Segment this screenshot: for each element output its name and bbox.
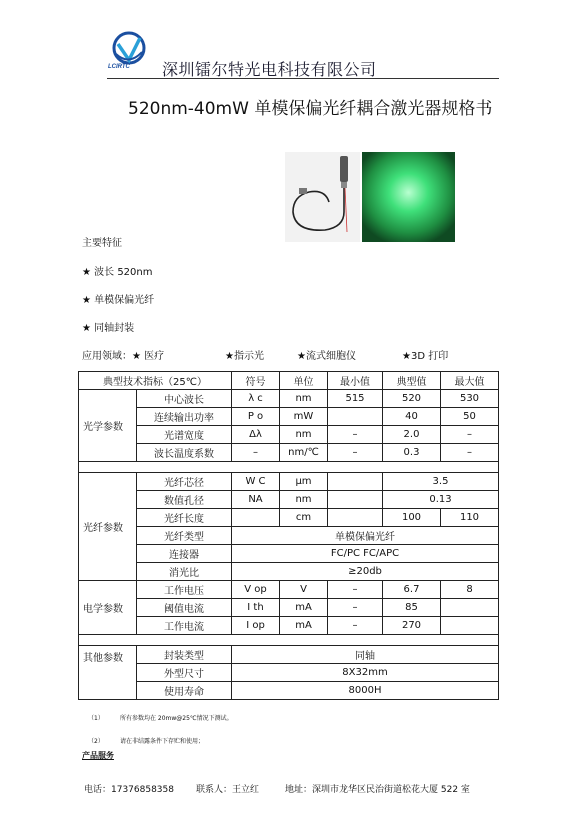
table-header: 典型技术指标（25℃） <box>79 372 232 390</box>
table-row <box>79 599 499 617</box>
param-max: 530 <box>441 390 499 408</box>
param-value: FC/PC FC/APC <box>232 545 499 563</box>
table-row <box>79 664 499 682</box>
product-photo <box>285 152 360 242</box>
param-name: 光纤类型 <box>137 527 232 545</box>
param-unit: nm <box>280 491 328 509</box>
param-unit: V <box>280 581 328 599</box>
param-name: 消光比 <box>137 563 232 581</box>
table-row <box>79 617 499 635</box>
table-row <box>79 491 499 509</box>
applications-label: 应用领域：★ 医疗 <box>82 351 165 362</box>
table-row <box>79 527 499 545</box>
spec-table <box>78 371 499 700</box>
note-text: 请在非结露条件下存贮和使用； <box>120 738 205 745</box>
table-row <box>79 444 499 462</box>
group-label: 光学参数 <box>79 390 137 462</box>
param-max: 110 <box>441 509 499 527</box>
table-spacer <box>79 635 499 646</box>
application-item: ★流式细胞仪 <box>297 351 356 362</box>
param-min: – <box>328 599 383 617</box>
param-min: – <box>328 444 383 462</box>
param-name: 光纤长度 <box>137 509 232 527</box>
param-value: 同轴 <box>232 646 499 664</box>
company-name: 深圳镭尔特光电科技有限公司 <box>162 60 377 79</box>
footer-contact: 联系人：王立红 <box>196 785 260 795</box>
param-symbol: λ c <box>232 390 280 408</box>
param-typ: 100 <box>383 509 441 527</box>
param-unit: mA <box>280 617 328 635</box>
param-min <box>328 491 383 509</box>
param-name: 阈值电流 <box>137 599 232 617</box>
param-symbol: – <box>232 444 280 462</box>
param-symbol: P o <box>232 408 280 426</box>
param-max: – <box>441 426 499 444</box>
param-max: 50 <box>441 408 499 426</box>
table-row <box>79 408 499 426</box>
param-typ: 40 <box>383 408 441 426</box>
param-value: 8000H <box>232 682 499 700</box>
param-name: 工作电流 <box>137 617 232 635</box>
param-typ: 85 <box>383 599 441 617</box>
param-symbol <box>232 509 280 527</box>
feature-item: ★ 同轴封装 <box>82 323 135 334</box>
param-min: 515 <box>328 390 383 408</box>
group-label: 其他参数 <box>79 646 137 700</box>
table-row <box>79 426 499 444</box>
table-row <box>79 545 499 563</box>
param-symbol: V op <box>232 581 280 599</box>
param-name: 连接器 <box>137 545 232 563</box>
param-value: 单模保偏光纤 <box>232 527 499 545</box>
param-name: 波长温度系数 <box>137 444 232 462</box>
footer-address: 地址：深圳市龙华区民治街道松花大厦 522 室 <box>285 785 470 795</box>
param-name: 中心波长 <box>137 390 232 408</box>
feature-item: ★ 波长 520nm <box>82 267 153 278</box>
service-heading: 产品服务 <box>82 751 114 760</box>
header-divider <box>107 78 499 79</box>
param-name: 外型尺寸 <box>137 664 232 682</box>
param-max <box>441 617 499 635</box>
param-value: 8X32mm <box>232 664 499 682</box>
param-name: 封装类型 <box>137 646 232 664</box>
document-title: 520nm-40mW 单模保偏光纤耦合激光器规格书 <box>128 99 493 119</box>
param-min <box>328 408 383 426</box>
table-header-row <box>79 372 499 390</box>
application-item: ★3D 打印 <box>402 351 449 362</box>
param-symbol: NA <box>232 491 280 509</box>
param-symbol: W C <box>232 473 280 491</box>
param-value: ≥20db <box>232 563 499 581</box>
param-name: 工作电压 <box>137 581 232 599</box>
param-max: – <box>441 444 499 462</box>
param-min: – <box>328 617 383 635</box>
param-name: 光谱宽度 <box>137 426 232 444</box>
param-name: 数值孔径 <box>137 491 232 509</box>
table-row <box>79 509 499 527</box>
table-header: 最小值 <box>328 372 383 390</box>
param-typ: 270 <box>383 617 441 635</box>
param-typ: 2.0 <box>383 426 441 444</box>
group-label: 光纤参数 <box>79 473 137 581</box>
param-unit: mW <box>280 408 328 426</box>
table-row <box>79 646 499 664</box>
note-number: （1） <box>88 715 104 722</box>
table-header: 最大值 <box>441 372 499 390</box>
group-label: 电学参数 <box>79 581 137 635</box>
table-spacer-cell <box>79 462 499 473</box>
param-symbol: I th <box>232 599 280 617</box>
table-header: 典型值 <box>383 372 441 390</box>
param-max <box>441 599 499 617</box>
table-header: 单位 <box>280 372 328 390</box>
table-row <box>79 682 499 700</box>
param-unit: cm <box>280 509 328 527</box>
param-typ: 0.3 <box>383 444 441 462</box>
footer-phone: 电话：17376858358 <box>84 785 174 795</box>
note-number: （2） <box>88 738 104 745</box>
table-header: 符号 <box>232 372 280 390</box>
param-name: 光纤芯径 <box>137 473 232 491</box>
param-symbol: I op <box>232 617 280 635</box>
param-typ: 0.13 <box>383 491 499 509</box>
param-typ: 3.5 <box>383 473 499 491</box>
note-text: 所有参数均在 20mw@25℃情况下测试。 <box>120 715 233 722</box>
param-min <box>328 473 383 491</box>
table-spacer-cell <box>79 635 499 646</box>
features-heading: 主要特征 <box>82 238 122 249</box>
param-unit: nm <box>280 426 328 444</box>
table-row <box>79 581 499 599</box>
param-max: 8 <box>441 581 499 599</box>
param-symbol: Δλ <box>232 426 280 444</box>
param-min <box>328 509 383 527</box>
application-item: ★指示光 <box>225 351 264 362</box>
table-spacer <box>79 462 499 473</box>
param-min: – <box>328 581 383 599</box>
table-row <box>79 563 499 581</box>
param-unit: μm <box>280 473 328 491</box>
param-unit: nm/℃ <box>280 444 328 462</box>
param-typ: 6.7 <box>383 581 441 599</box>
param-unit: nm <box>280 390 328 408</box>
param-name: 使用寿命 <box>137 682 232 700</box>
param-typ: 520 <box>383 390 441 408</box>
param-unit: mA <box>280 599 328 617</box>
param-name: 连续输出功率 <box>137 408 232 426</box>
table-row <box>79 473 499 491</box>
table-row <box>79 390 499 408</box>
feature-item: ★ 单模保偏光纤 <box>82 295 155 306</box>
param-min: – <box>328 426 383 444</box>
laser-spot-photo <box>362 152 455 242</box>
logo-text: LCIRTC <box>108 64 130 70</box>
